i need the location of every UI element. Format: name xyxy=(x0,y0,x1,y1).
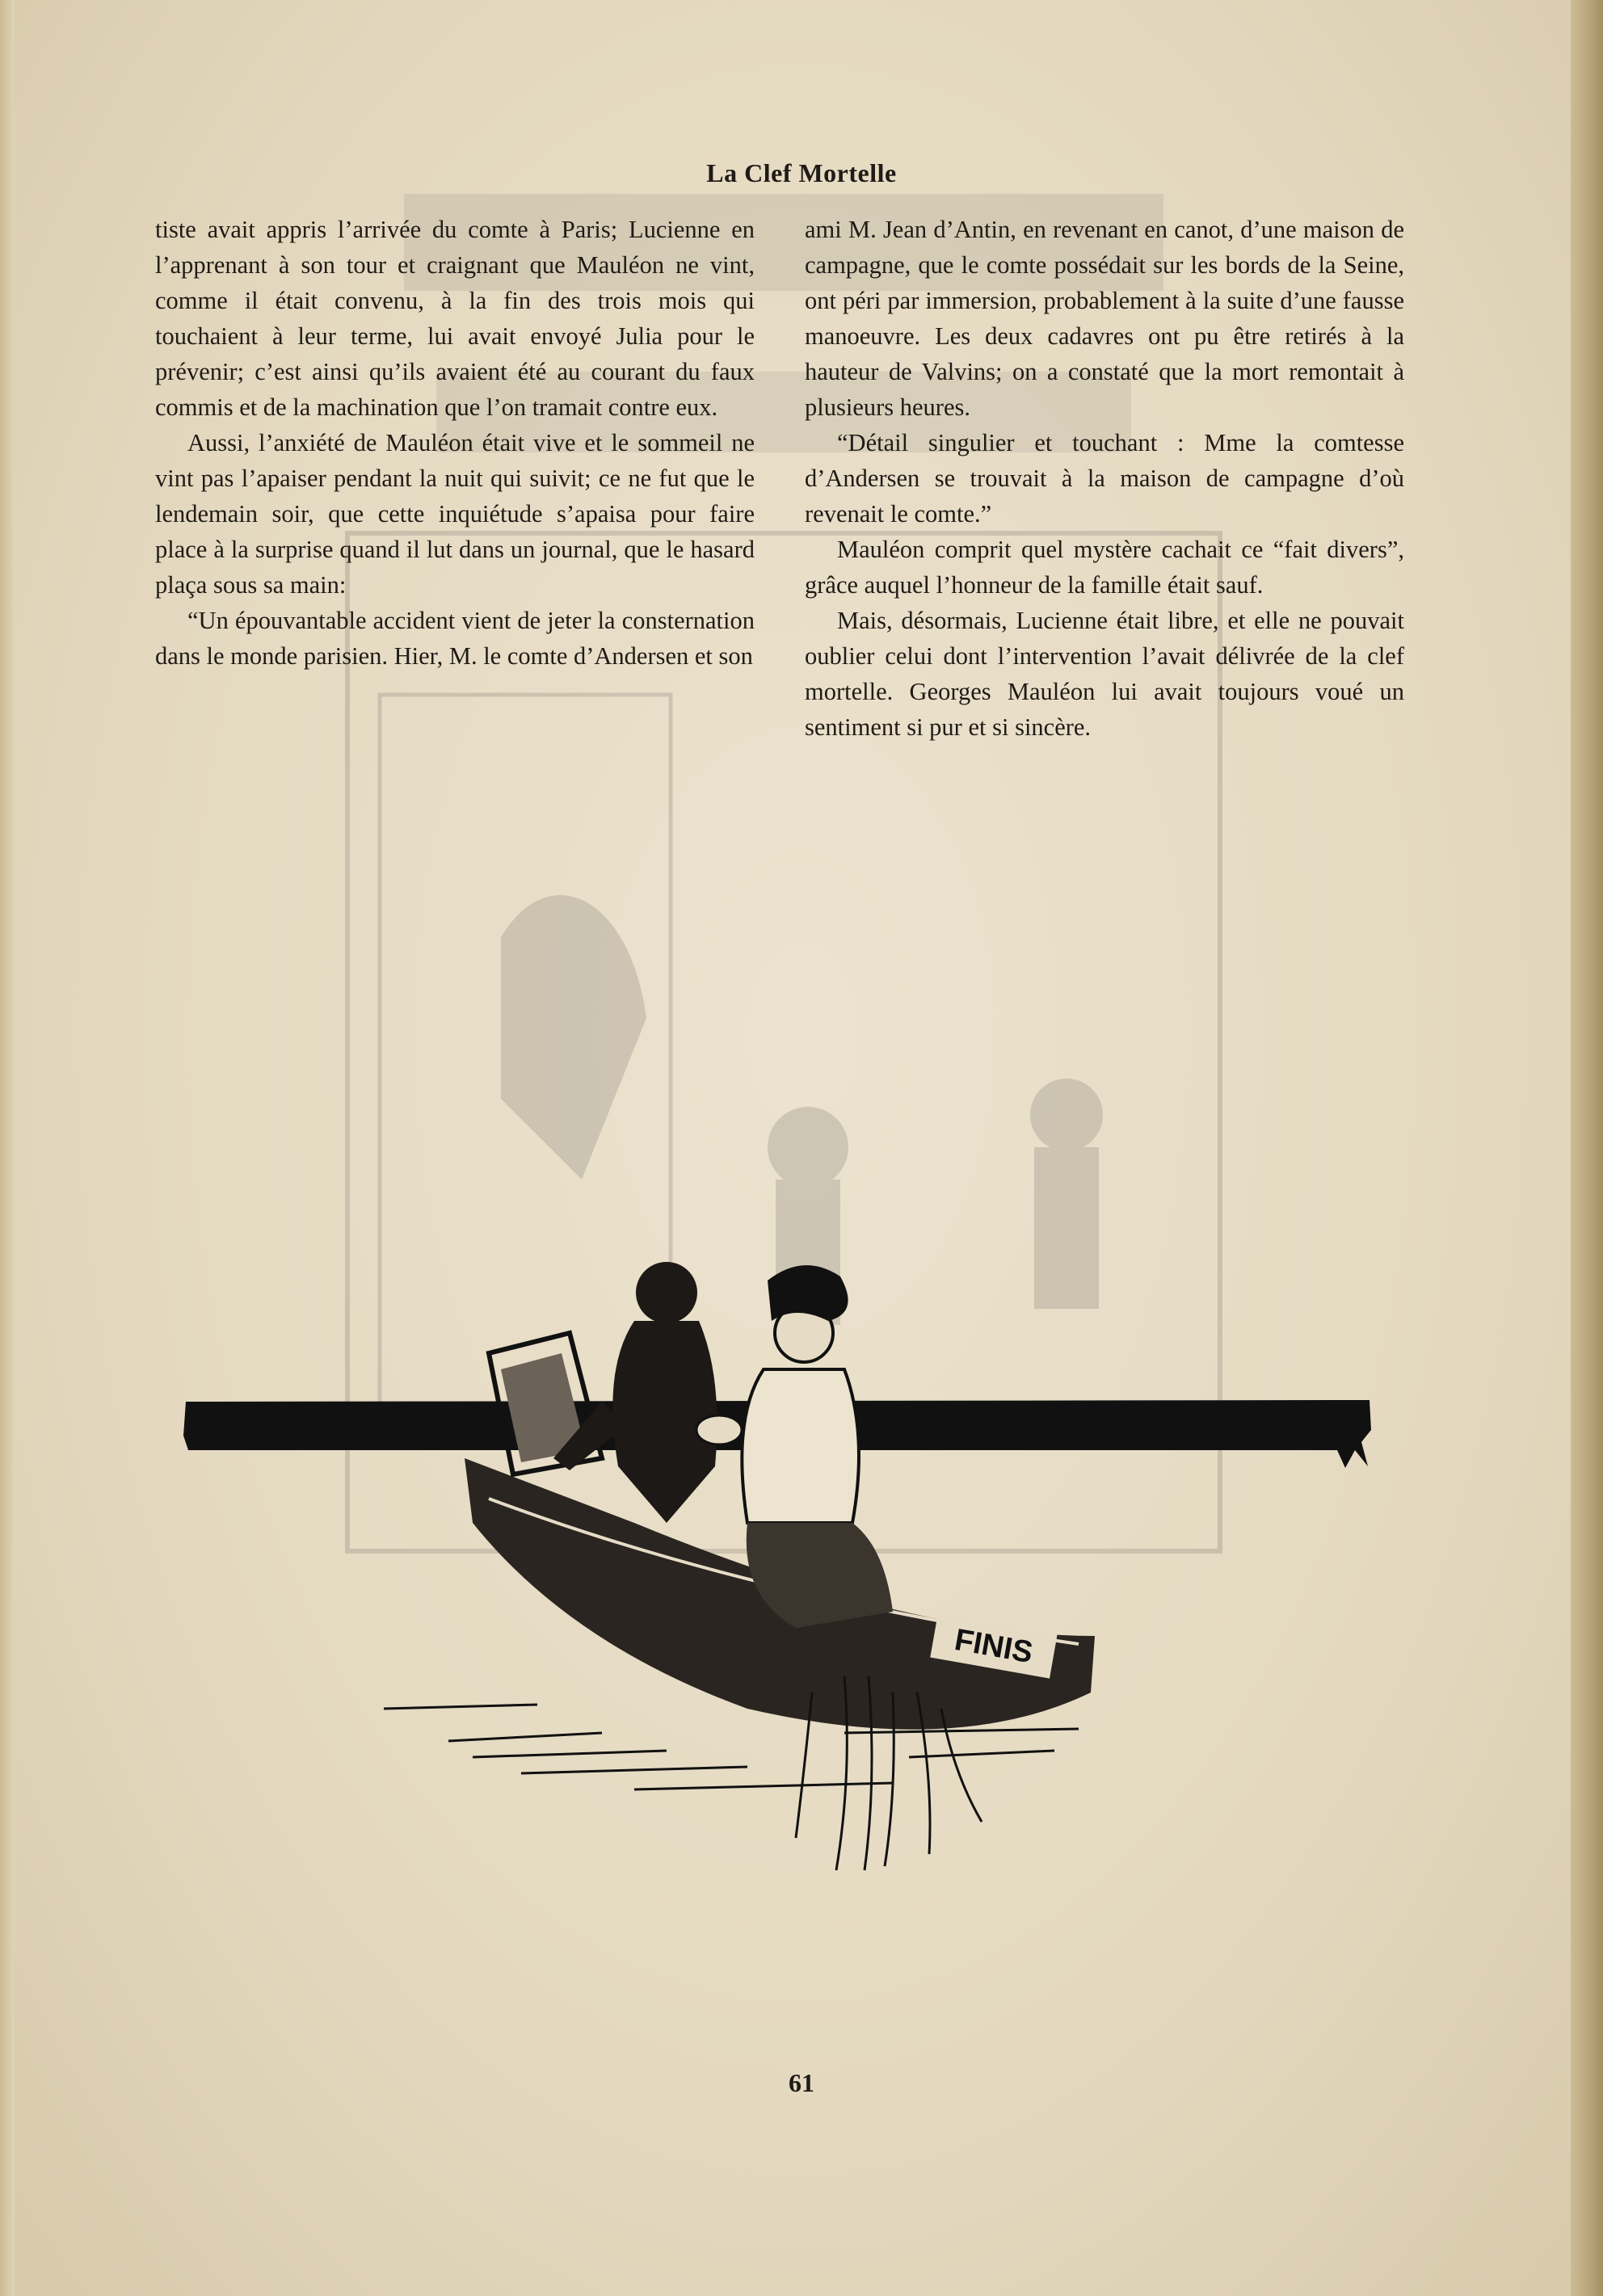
boat-couple-illustration xyxy=(182,1256,1378,1878)
paragraph: “Un épouvantable accident vient de jeter la consternation dans le monde parisien. Hier, M. le comte d’Andersen et son xyxy=(155,607,755,670)
paragraph: “Détail singulier et touchant : Mme la comtesse d’Andersen se trouvait à la maison de campagne d’où revenait le comte.” xyxy=(805,429,1404,528)
page-number: 61 xyxy=(789,2068,814,2097)
running-head: La Clef Mortelle xyxy=(706,158,897,187)
text-column-left xyxy=(155,212,755,674)
page-right-edge xyxy=(1571,0,1603,2296)
paragraph: Mauléon comprit quel mystère cachait ce “fait divers”, grâce auquel l’honneur de la famille était sauf. xyxy=(805,536,1404,599)
paragraph: Aussi, l’anxiété de Mauléon était vive et le sommeil ne vint pas l’apaiser pendant la nuit qui suivit; ce ne fut que le lendemain soir, que cette inquiétude s’apaisa pour faire place à la surprise quand il lut dans un journal, que le hasard plaça sous sa main: xyxy=(155,429,755,599)
paragraph: ami M. Jean d’Antin, en revenant en canot, d’une maison de campagne, que le comte possédait sur les bords de la Seine, ont péri par immersion, probablement à la suite d’une fausse manoeuvre. Les deux cadavres ont pu être retirés à la hauteur de Valvins; on a constaté que la mort remontait à plusieurs heures. xyxy=(805,216,1404,421)
paragraph: Mais, désormais, Lucienne était libre, et elle ne pouvait oublier celui dont l’intervention l’avait délivrée de la clef mortelle. Georges Mauléon lui avait toujours voué un sentiment si pur et si sincère. xyxy=(805,607,1404,741)
paragraph: tiste avait appris l’arrivée du comte à Paris; Lucienne en l’apprenant à son tour et craignant que Mauléon ne vint, comme il était convenu, à la fin des trois mois qui touchaient à leur terme, lui avait envoyé Julia pour le prévenir; c’est ainsi qu’ils avaient été au courant du faux commis et de la machination que l’on tramait contre eux. xyxy=(155,216,755,421)
text-column-right xyxy=(805,212,1404,745)
boat-name-label: FINIS xyxy=(952,1622,1036,1671)
page-left-edge xyxy=(0,0,15,2296)
